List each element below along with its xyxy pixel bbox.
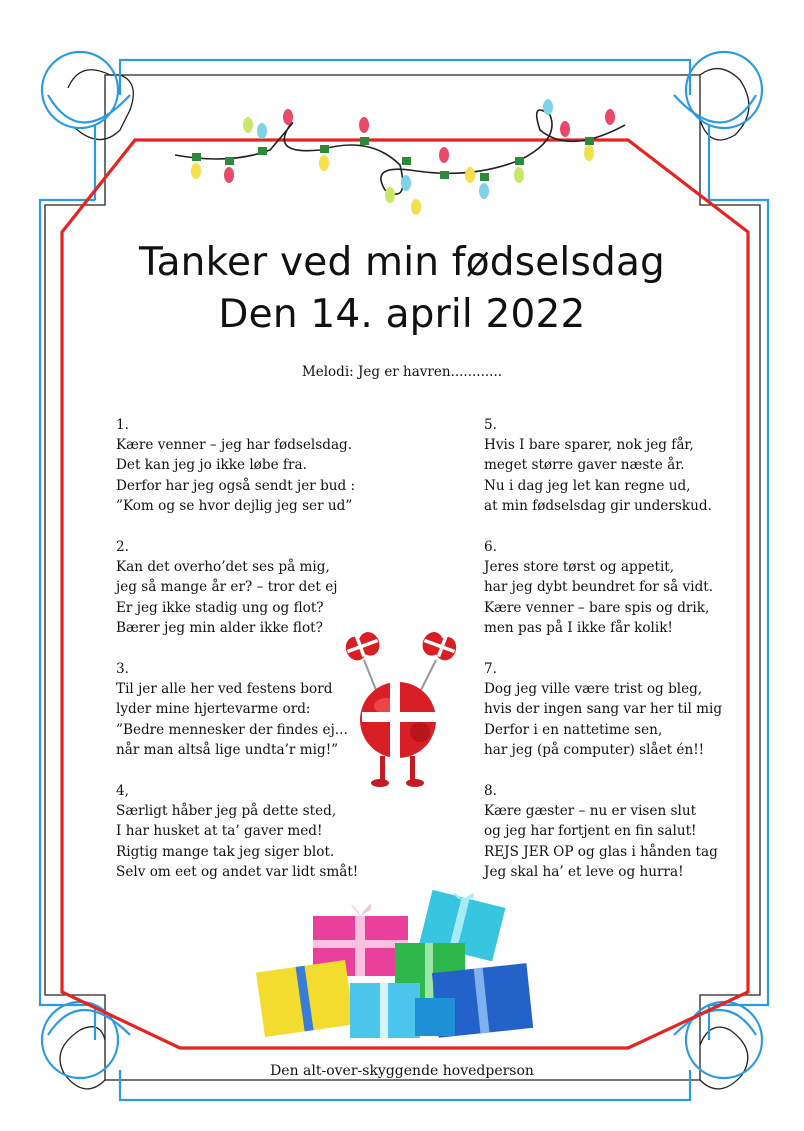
verse-line: Er jeg ikke stadig ung og flot? xyxy=(116,599,324,616)
image-caption: Den alt-over-skyggende hovedperson xyxy=(270,1063,534,1079)
verse-4 xyxy=(116,781,358,882)
verse-line: Til jer alle her ved festens bord xyxy=(116,681,333,698)
verse-line: lyder mine hjertevarme ord: xyxy=(116,701,311,718)
verse-line: har jeg (på computer) slået én!! xyxy=(484,741,705,758)
verse-number: 6. xyxy=(484,539,497,555)
verse-number: 7. xyxy=(484,661,497,677)
verse-6 xyxy=(484,537,713,638)
verse-line: Rigtig mange tak jeg siger blot. xyxy=(116,843,335,860)
verse-line: hvis der ingen sang var her til mig xyxy=(484,701,723,718)
verse-line: meget større gaver næste år. xyxy=(484,457,685,474)
verse-line: REJS JER OP og glas i hånden tag xyxy=(484,843,718,860)
verse-number: 3. xyxy=(116,661,129,677)
verse-line: men pas på I ikke får kolik! xyxy=(484,619,673,636)
verse-number: 4, xyxy=(116,783,129,799)
verse-line: når man altså lige undta’r mig!” xyxy=(116,741,339,758)
verse-line: Kære venner – jeg har fødselsdag. xyxy=(116,437,353,454)
verse-line: ”Bedre mennesker der findes ej... xyxy=(116,721,348,738)
danish-hoptimist-figure-illustration xyxy=(336,620,476,790)
verse-line: Selv om eet og andet var lidt småt! xyxy=(116,863,359,880)
verse-number: 1. xyxy=(116,417,129,433)
verse-number: 5. xyxy=(484,417,497,433)
gift-boxes-illustration xyxy=(255,888,545,1048)
verse-line: Jeg skal ha’ et leve og hurra! xyxy=(484,863,684,880)
verse-line: Jeres store tørst og appetit, xyxy=(484,559,675,576)
string-lights-illustration xyxy=(170,95,630,225)
verse-5 xyxy=(484,415,712,516)
verse-line: at min fødselsdag gir underskud. xyxy=(484,497,712,514)
verse-number: 2. xyxy=(116,539,129,555)
verse-line: Særligt håber jeg på dette sted, xyxy=(116,803,337,820)
verse-2 xyxy=(116,537,337,638)
verse-line: Bærer jeg min alder ikke flot? xyxy=(116,619,323,636)
verse-line: Derfor har jeg også sendt jer bud : xyxy=(116,477,356,494)
verse-line: Kære gæster – nu er visen slut xyxy=(484,803,697,820)
verse-7 xyxy=(484,659,722,760)
verse-line: og jeg har fortjent en fin salut! xyxy=(484,823,697,840)
verse-line: Kære venner – bare spis og drik, xyxy=(484,599,710,616)
verse-number: 8. xyxy=(484,783,497,799)
page-subtitle-date: Den 14. april 2022 xyxy=(218,292,586,337)
verse-line: Det kan jeg jo ikke løbe fra. xyxy=(116,457,307,474)
verse-3 xyxy=(116,659,348,760)
verse-line: har jeg dybt beundret for så vidt. xyxy=(484,579,714,596)
verse-line: jeg så mange år er? – tror det ej xyxy=(116,579,338,596)
verse-line: Derfor i en nattetime sen, xyxy=(484,721,663,738)
verse-line: ”Kom og se hvor dejlig jeg ser ud” xyxy=(116,497,353,514)
verse-line: Dog jeg ville være trist og bleg, xyxy=(484,681,703,698)
verse-line: Nu i dag jeg let kan regne ud, xyxy=(484,477,691,494)
verse-line: Hvis I bare sparer, nok jeg får, xyxy=(484,437,694,454)
verse-line: Kan det overho’det ses på mig, xyxy=(116,559,330,576)
verse-8 xyxy=(484,781,718,882)
verse-1 xyxy=(116,415,355,516)
melody-note: Melodi: Jeg er havren............ xyxy=(301,364,503,380)
page-title: Tanker ved min fødselsdag xyxy=(139,240,665,285)
verse-line: I har husket at ta’ gaver med! xyxy=(116,823,323,840)
